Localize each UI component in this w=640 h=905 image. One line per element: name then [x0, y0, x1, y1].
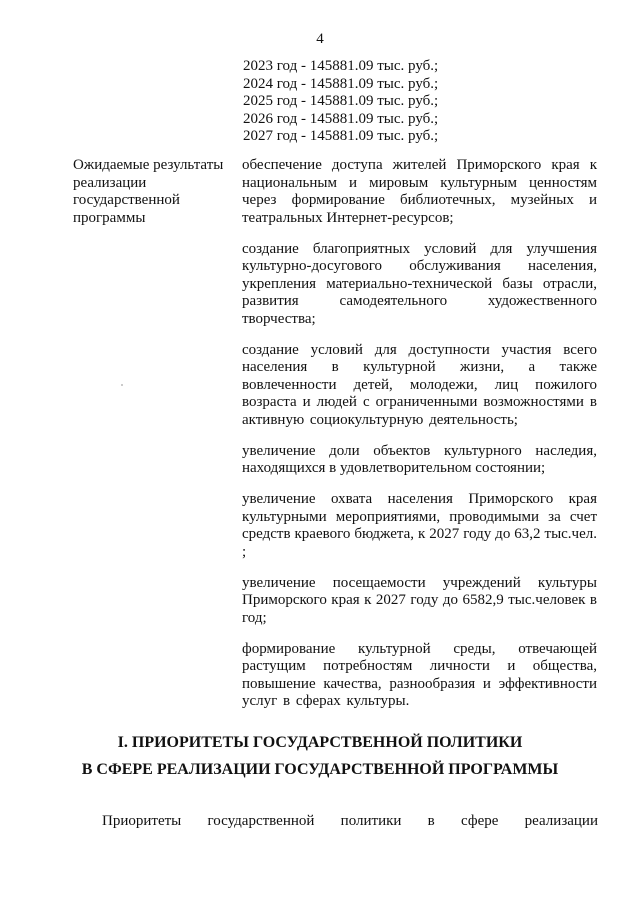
result-item: обеспечение доступа жителей Приморского края к национальным и мировым культурным ценностям через формирование библиотечных, музейных и театральных Интернет-ресурсов;: [242, 157, 597, 226]
label-line: реализации: [73, 174, 147, 191]
funding-line: 2024 год - 145881.09 тыс. руб.;: [243, 75, 439, 92]
funding-line: 2027 год - 145881.09 тыс. руб.;: [243, 128, 439, 144]
result-item: создание условий для доступности участия всего населения в культурной жизни, а также вовлеченности детей, молодежи, лиц пожилого возраста и людей с ограниченными возможностями в активную социокультурную деятельность;: [242, 341, 597, 428]
funding-by-year-list: [243, 58, 438, 146]
result-item: создание благоприятных условий для улучшения культурно-досугового обслуживания населения, укрепления материально-технической базы отрасли, развития самодеятельного художественного творчества;: [242, 240, 597, 327]
result-item: увеличение доли объектов культурного наследия, находящихся в удовлетворительном состоянии;: [242, 442, 597, 476]
page-number: 4: [316, 31, 324, 47]
label-line: программы: [73, 209, 146, 226]
funding-line: 2023 год - 145881.09 тыс. руб.;: [243, 58, 439, 74]
result-item: формирование культурной среды, отвечающей растущим потребностям личности и общества, повышение качества, разнообразия и эффективности услуг в сферах культуры.: [242, 640, 597, 709]
section-heading-line-2: В СФЕРЕ РЕАЛИЗАЦИИ ГОСУДАРСТВЕННОЙ ПРОГРАММЫ: [81, 761, 559, 778]
result-item: увеличение охвата населения Приморского края культурными мероприятиями, проводимыми за счет средств краевого бюджета, к 2027 году до 63,2 тыс.чел. ;: [242, 491, 597, 560]
section-body-first-line: Приоритеты государственной политики в сфере реализации: [102, 813, 598, 829]
funding-line: 2025 год - 145881.09 тыс. руб.;: [243, 93, 439, 109]
label-line: государственной: [73, 192, 180, 208]
scan-dot: [121, 384, 123, 386]
label-line: Ожидаемые результаты: [73, 157, 224, 173]
expected-results-list: [242, 157, 597, 724]
result-item: увеличение посещаемости учреждений культуры Приморского края к 2027 году до 6582,9 тыс.человек в год;: [242, 574, 597, 626]
funding-line: 2026 год - 145881.09 тыс. руб.;: [243, 110, 439, 127]
section-heading-line-1: I. ПРИОРИТЕТЫ ГОСУДАРСТВЕННОЙ ПОЛИТИКИ: [117, 734, 523, 751]
expected-results-label: [73, 157, 238, 227]
section-heading: [0, 729, 640, 783]
